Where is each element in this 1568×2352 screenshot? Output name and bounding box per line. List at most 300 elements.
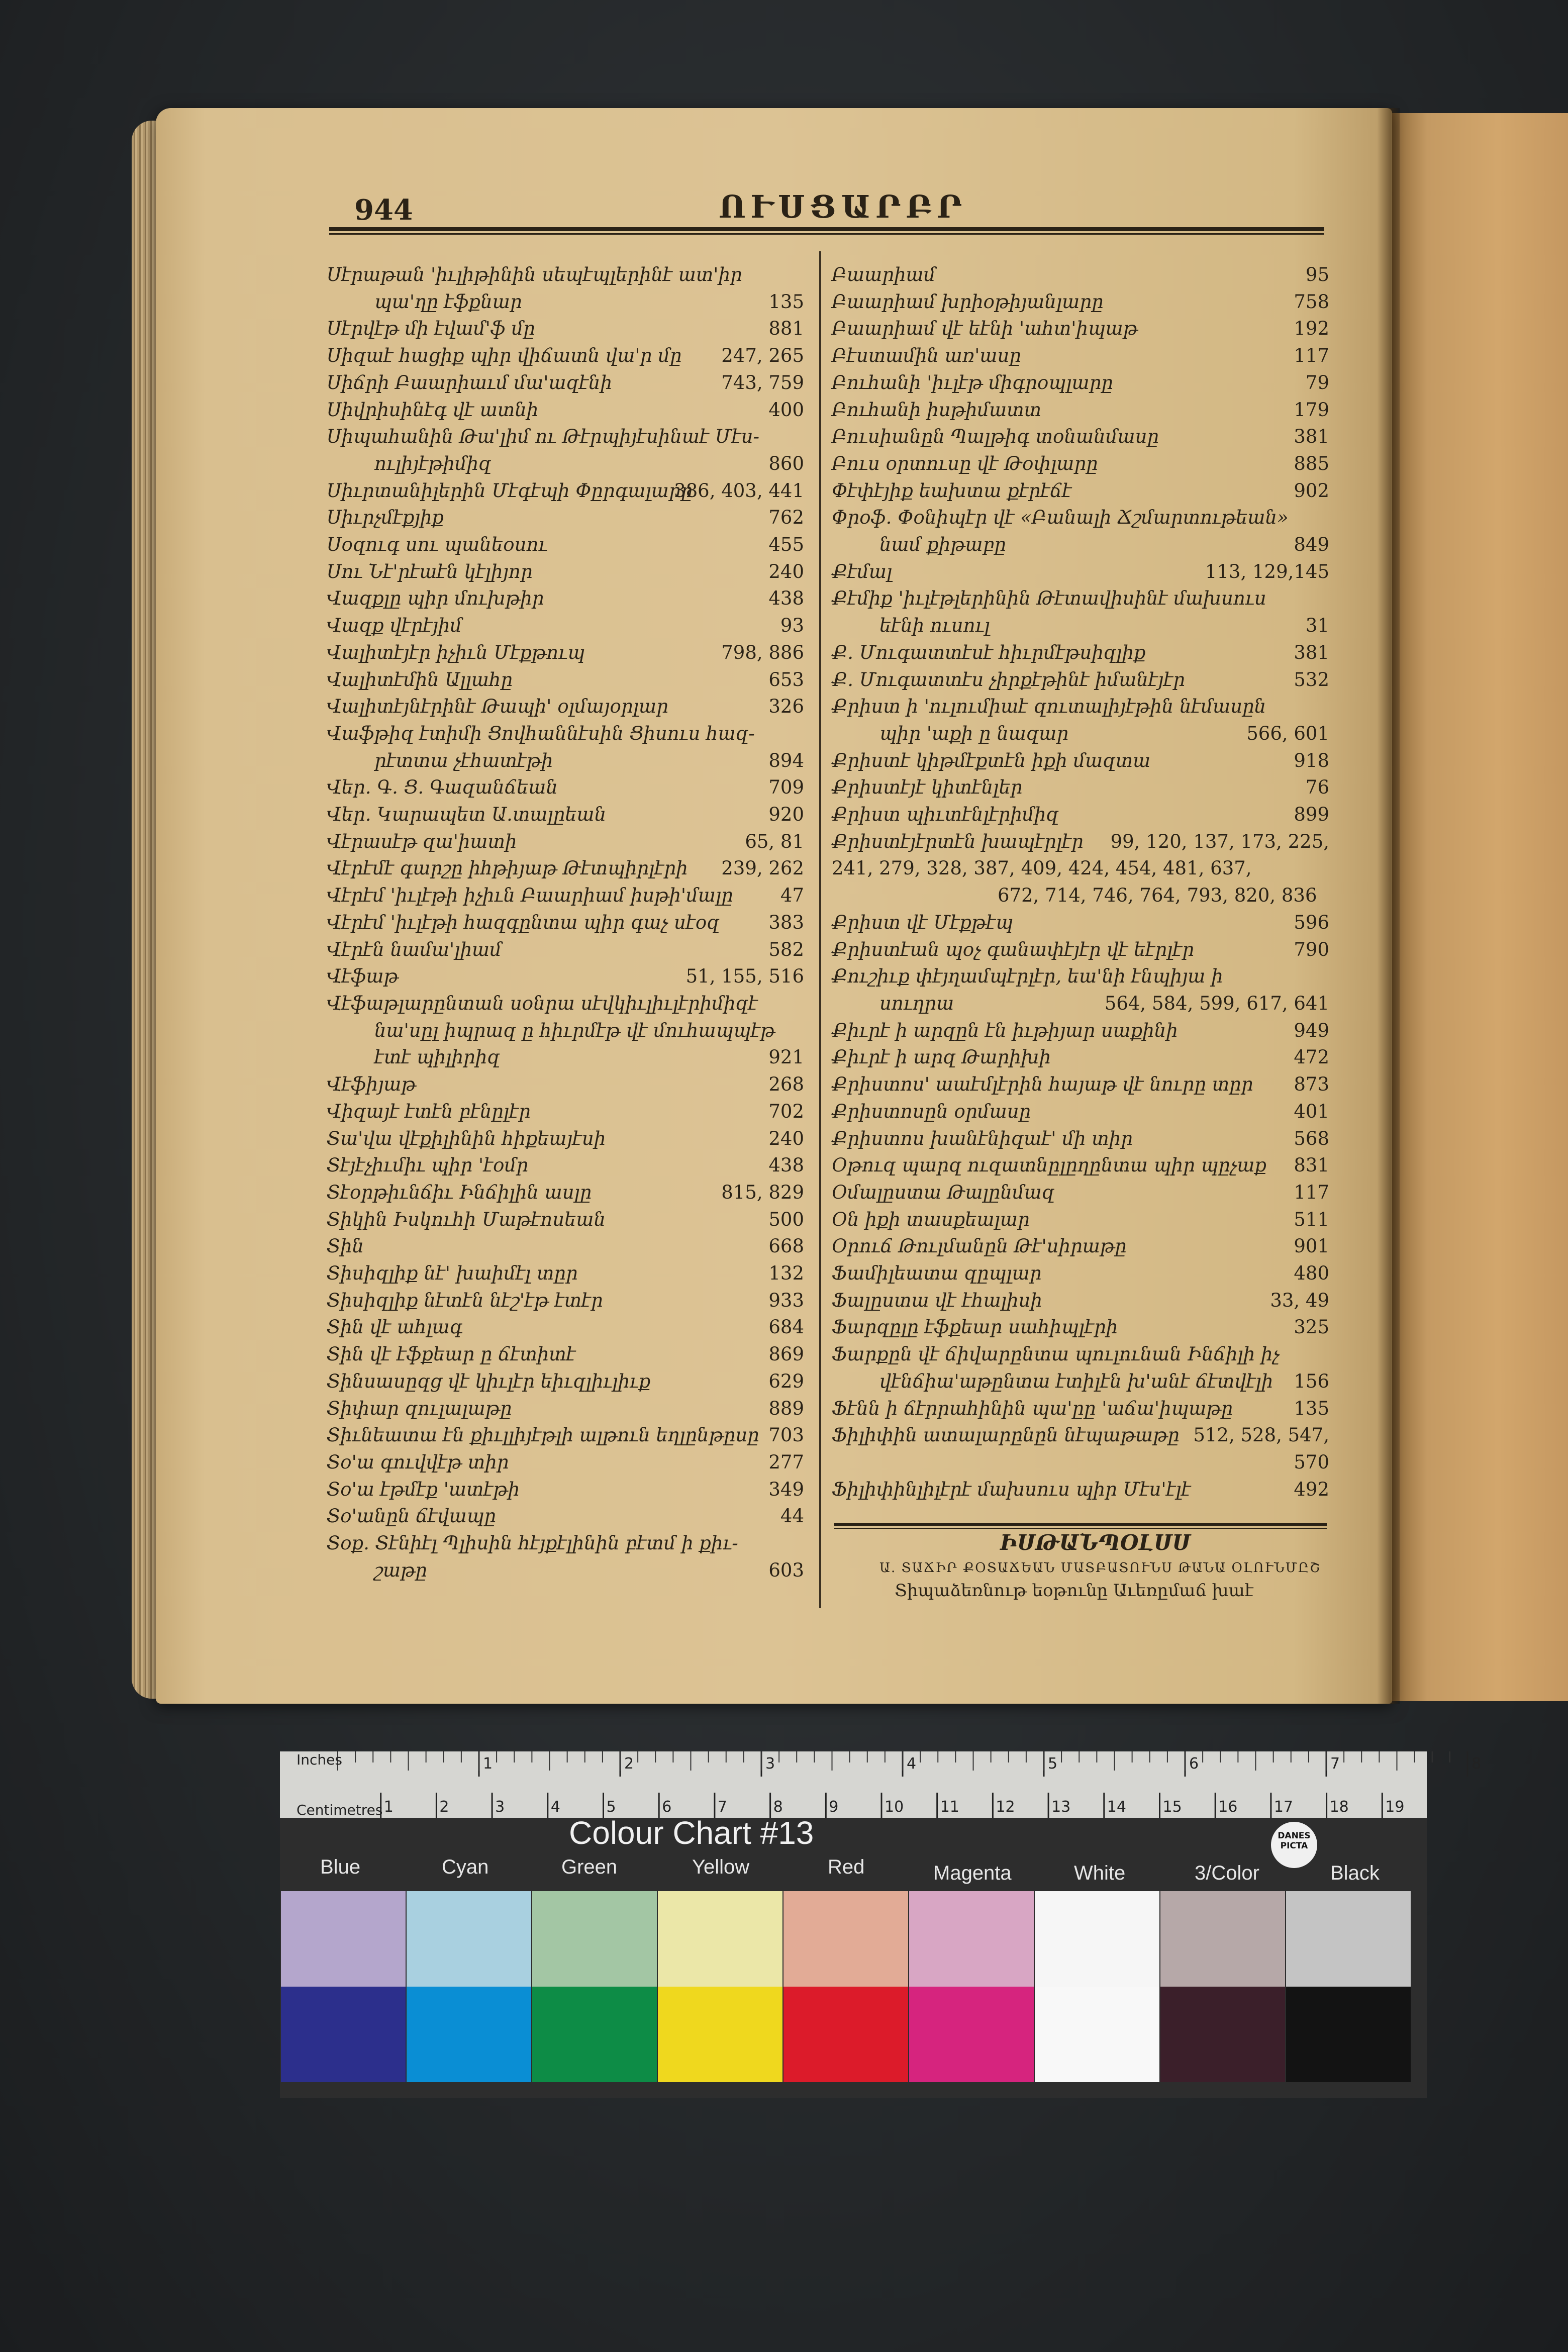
colour-swatch	[1160, 1987, 1285, 2082]
index-entry-page: 762	[768, 507, 804, 529]
index-entry-page: 325	[1294, 1316, 1329, 1338]
index-entry	[327, 1098, 804, 1125]
index-entry	[327, 1287, 804, 1314]
ruler-ticks	[280, 1751, 1482, 1818]
index-entry	[327, 666, 804, 694]
page-title: ՈՒՍՑԱՐԲՐ	[719, 188, 967, 225]
index-entry-title: Վէրէմէ գարշը իհթիյաթ Թէտպիրլէրի	[327, 857, 688, 879]
index-entry-page: 247, 265	[721, 345, 804, 367]
index-entry-title: Ֆէնն ի ճէրրահինին պա'ըը 'աճա'իպաթը	[832, 1397, 1233, 1419]
index-entry-page: 568	[1294, 1127, 1329, 1149]
index-entry-page: 113, 129,145	[1205, 560, 1329, 582]
index-entry	[327, 504, 804, 531]
index-column-right	[832, 261, 1329, 1503]
index-entry-page: 401	[1294, 1100, 1329, 1122]
ruler-inch-number: 5	[1048, 1755, 1058, 1773]
publisher-city: ԻՍԹԱՆՊՕԼՍՍ	[1000, 1530, 1191, 1555]
index-entry	[832, 1476, 1329, 1503]
index-entry	[832, 477, 1329, 505]
index-entry-page: 684	[768, 1316, 804, 1338]
index-entry-page: 492	[1294, 1478, 1329, 1500]
index-entry	[832, 990, 1329, 1017]
ruler-inch-number: 8	[1472, 1755, 1482, 1773]
index-entry-page: 949	[1294, 1019, 1329, 1041]
index-entry	[832, 882, 1329, 909]
index-entry	[832, 774, 1329, 801]
index-entry-title: Վէրէմ 'իւլէթի իչիւն Բաարիամ իսթի'մալը	[327, 885, 733, 907]
ruler-cm-number: 9	[829, 1798, 839, 1816]
index-entry-title: Քրիստէան պօչ գանափէյէր վէ եէրլէր	[832, 938, 1195, 960]
colour-swatch	[658, 1987, 782, 2082]
index-entry-title: Վէֆիյաթ	[327, 1073, 416, 1096]
index-entry-title: Փրօֆ. Փօնիպէր վէ «Բանալի Ճշմարտութեան»	[832, 507, 1289, 529]
index-entry	[832, 666, 1329, 694]
colour-swatch	[783, 1987, 908, 2082]
index-entry-title: Սիզաէ հացիք պիր վիճատն վա'ր մը	[327, 345, 682, 367]
index-entry-title: Վալիտէյէր իչիւն Մէքթուպ	[327, 641, 585, 663]
index-entry-title: պիր 'աքի ը նազար	[879, 722, 1069, 744]
index-entry	[832, 1233, 1329, 1260]
index-entry-page: 93	[780, 615, 804, 637]
publisher-printer-line: Ա. ՏԱՃԻՐ ՔՕՏԱՃԵԱՆ ՄԱՏԲԱՏՈՒՆՍ ԹԱՆԱ ՕԼՈՒՆՄԸՇ	[879, 1560, 1321, 1576]
index-entry-page: 192	[1294, 318, 1329, 340]
index-entry	[327, 315, 804, 342]
index-entry-title: Բուհանի իսթիմատտ	[832, 399, 1042, 421]
index-entry	[832, 1125, 1329, 1152]
index-entry	[832, 504, 1329, 531]
index-entry-page: 240	[768, 560, 804, 582]
facing-page-edge	[1392, 113, 1568, 1701]
ruler-cm-number: 6	[662, 1798, 672, 1816]
index-entry-title: Վալիտէյնէրինէ Թապի' օլմայօրլար	[327, 696, 668, 718]
index-entry-page: 349	[768, 1478, 804, 1500]
index-entry	[832, 288, 1329, 316]
colour-swatch	[1035, 1891, 1159, 1987]
index-entry-title: Տիսիզլիք նէտէն նէշ'էթ էտէր	[327, 1289, 603, 1311]
index-entry	[327, 855, 804, 882]
colour-label: Cyan	[442, 1856, 489, 1878]
colour-label: White	[1074, 1862, 1126, 1884]
index-entry-page: 400	[768, 399, 804, 421]
ruler-inch-number: 7	[1330, 1755, 1340, 1773]
colour-label: Yellow	[692, 1856, 750, 1878]
index-entry-title: Ֆարզըլը էֆքեար սահիպլէրի	[832, 1316, 1118, 1338]
ruler-inches-label: Inches	[297, 1751, 342, 1768]
index-entry-page: 709	[768, 776, 804, 799]
index-entry-page: 44	[780, 1505, 804, 1527]
index-entry-title: Քուշիւք փէյղամպէրլէր, եա'նի էնպիյա ի	[832, 965, 1223, 988]
index-entry	[832, 1179, 1329, 1206]
index-entry	[832, 1098, 1329, 1125]
colour-swatch	[532, 1891, 657, 1987]
ruler-cm-number: 18	[1329, 1798, 1349, 1816]
ruler	[280, 1751, 1482, 1818]
publisher-imprint-line: Տիպաձեռնութ եօթունը Աւեռըմաճ խաէ	[895, 1581, 1254, 1601]
index-entry	[832, 801, 1329, 828]
colour-chart-title: Colour Chart #13	[569, 1815, 814, 1851]
index-entry-page: 156	[1294, 1370, 1329, 1392]
index-entry-page: 566, 601	[1246, 722, 1329, 744]
index-entry-page: 239, 262	[721, 857, 804, 879]
ruler-cm-number: 1	[383, 1798, 394, 1816]
colour-chart	[280, 1751, 1482, 2098]
index-entry-title: Քրիստոս խանէնիզաէ' մի տիր	[832, 1127, 1133, 1149]
ruler-cm-number: 16	[1218, 1798, 1238, 1816]
index-entry	[832, 1449, 1329, 1476]
index-entry-page: 135	[1294, 1397, 1329, 1419]
page-number: 944	[354, 193, 413, 227]
index-entry-page: 99, 120, 137, 173, 225,	[1110, 830, 1329, 852]
index-entry-title: Տիւնեատա էն քիւլլիյէթլի ալթուն եղլընթըսը	[327, 1424, 759, 1446]
index-entry	[327, 1557, 804, 1584]
ruler-inch-number: 4	[907, 1755, 917, 1773]
index-entry	[832, 1368, 1329, 1395]
index-entry-title: Տօ'ա էթմէք 'ատէթի	[327, 1478, 520, 1500]
colour-label: Red	[828, 1856, 865, 1878]
index-entry	[327, 1233, 804, 1260]
index-entry-title: Տիսիզլիք նէ' խաիմէլ տըր	[327, 1262, 578, 1285]
index-entry-title: Օմալըստա Թալընմազ	[832, 1181, 1055, 1203]
index-entry	[327, 693, 804, 720]
index-entry-page: 480	[1294, 1262, 1329, 1285]
index-entry-title: եէնի ուսուլ	[879, 615, 990, 637]
index-entry-title: Սիւրչմէքյիք	[327, 507, 444, 529]
index-entry	[327, 1314, 804, 1341]
index-entry-page: 570	[1294, 1451, 1329, 1473]
index-entry-page: 500	[768, 1208, 804, 1230]
index-entry-page: 881	[768, 318, 804, 340]
index-entry-title: ուլիյէթիմիզ	[374, 452, 492, 474]
index-entry	[832, 423, 1329, 450]
index-entry-title: սուղրա	[879, 992, 954, 1014]
index-entry-title: Քրիստ վէ Մէքթէպ	[832, 911, 1013, 933]
index-entry-title: պա'ղը էֆքնար	[374, 290, 522, 313]
index-entry	[327, 1206, 804, 1233]
index-entry-title: Քրիստոսըն օրմասը	[832, 1100, 1031, 1122]
index-entry	[327, 423, 804, 450]
ruler-cm-number: 13	[1051, 1798, 1071, 1816]
index-entry-title: Տէյէչիւմիւ պիր 'էօմր	[327, 1154, 529, 1177]
index-entry-page: 889	[768, 1397, 804, 1419]
index-entry-page: 899	[1294, 804, 1329, 826]
index-entry-page: 902	[1294, 479, 1329, 502]
index-entry	[832, 261, 1329, 288]
index-entry	[327, 342, 804, 369]
index-entry-page: 885	[1294, 452, 1329, 474]
index-entry-page: 873	[1294, 1073, 1329, 1096]
ruler-cm-label: Centimetres	[297, 1802, 383, 1818]
index-entry-title: Ք. Մուգատտէս չիրքէթինէ իմանէյէր	[832, 668, 1185, 691]
index-entry-page: 381	[1294, 641, 1329, 663]
index-entry	[327, 747, 804, 774]
ruler-cm-number: 10	[885, 1798, 904, 1816]
index-entry	[327, 1044, 804, 1071]
index-entry-page: 132	[768, 1262, 804, 1285]
index-entry	[327, 1341, 804, 1368]
ruler-cm-number: 3	[495, 1798, 505, 1816]
index-entry-page: 860	[768, 452, 804, 474]
index-entry-page: 455	[768, 534, 804, 556]
index-entry-title: Բաարիամ վէ եէնի 'ահտ'իպաթ	[832, 318, 1138, 340]
index-entry-page: 135	[768, 290, 804, 313]
index-entry-title: շաթը	[374, 1559, 427, 1581]
index-entry	[327, 828, 804, 855]
index-entry-title: Ֆամիլեատա զըպլար	[832, 1262, 1042, 1285]
index-entry	[832, 369, 1329, 397]
index-entry	[327, 288, 804, 316]
index-entry-title: Վէրասէթ զա'իատի	[327, 830, 517, 852]
index-entry	[832, 828, 1329, 855]
index-entry	[327, 369, 804, 397]
index-entry-page: 668	[768, 1235, 804, 1257]
index-entry	[327, 1530, 804, 1557]
ruler-cm-number: 15	[1162, 1798, 1182, 1816]
index-entry-title: Օն իքի տասքեալար	[832, 1208, 1030, 1230]
index-entry-title: Օթուզ պարզ ուզատնըլըղընտա պիր պըչաք	[832, 1154, 1267, 1177]
index-entry-page: 511	[1294, 1208, 1329, 1230]
index-entry-page: 51, 155, 516	[685, 965, 804, 988]
ruler-cm-number: 11	[940, 1798, 959, 1816]
index-entry-page: 472	[1294, 1046, 1329, 1068]
index-entry-title: Քէմիք 'իւլէթլերինին Թէտավիսինէ մախսուս	[832, 587, 1266, 610]
header-rule	[329, 227, 1324, 235]
index-entry-page: 47	[780, 885, 804, 907]
ruler-inch-number: 6	[1189, 1755, 1199, 1773]
index-entry-title: Քրիստոս' աաէմլէրին հայաթ վէ նուրը տըր	[832, 1073, 1253, 1096]
index-entry-page: 758	[1294, 290, 1329, 313]
index-entry-title: էտէ պիլիրիզ	[374, 1046, 500, 1068]
index-entry-page: 933	[768, 1289, 804, 1311]
index-entry-page: 438	[768, 1154, 804, 1177]
index-entry-page: 532	[1294, 668, 1329, 691]
index-entry-title: Քիւրէ ի արզըն էն իւթիյար սաքինի	[832, 1019, 1178, 1041]
index-entry	[327, 585, 804, 612]
index-entry-title: Քրիստէ կիթմէքտէն իքի մազտա	[832, 749, 1151, 771]
index-entry-title: Տին վէ էֆքեար ը ճէտիտէ	[327, 1343, 576, 1365]
ruler-cm-number: 2	[439, 1798, 449, 1816]
index-entry-page: 703	[768, 1424, 804, 1446]
index-entry-page: 326	[768, 696, 804, 718]
index-entry-title: Սիվրիսինէգ վէ ատնի	[327, 399, 539, 421]
colour-label: Black	[1330, 1862, 1380, 1884]
ruler-cm-number: 14	[1107, 1798, 1126, 1816]
index-entry-title: Տօ'ա գուվվէթ տիր	[327, 1451, 509, 1473]
index-entry	[327, 612, 804, 639]
index-entry	[832, 531, 1329, 558]
index-entry	[327, 774, 804, 801]
index-entry-page: 117	[1294, 345, 1329, 367]
index-entry-title: Վեր. Գ. Ց. Գազանճեան	[327, 776, 558, 799]
index-entry-title: Բաարիամ	[832, 264, 936, 285]
index-entry-page: 76	[1305, 776, 1329, 799]
index-entry	[327, 882, 804, 909]
index-entry	[832, 693, 1329, 720]
index-entry-title: Վէրէմ 'իւլէթի հազգընտա պիր գաչ սէօզ	[327, 911, 720, 933]
index-entry	[832, 1152, 1329, 1179]
index-entry	[832, 1287, 1329, 1314]
colour-swatch	[532, 1987, 657, 2082]
colour-swatch	[783, 1891, 908, 1987]
index-entry	[327, 639, 804, 666]
index-entry-title: Քէմալ	[832, 560, 893, 582]
index-entry-page: 383	[768, 911, 804, 933]
index-entry	[327, 936, 804, 963]
index-entry-page: 596	[1294, 911, 1329, 933]
index-entry-title: Տին	[327, 1235, 364, 1257]
index-entry-title: Փէփէյիք եախտա քէրէճէ	[832, 479, 1072, 502]
index-entry	[832, 936, 1329, 963]
index-entry-title: Բուս օրտուսը վէ Թօփլարը	[832, 452, 1098, 474]
ruler-cm-number: 12	[996, 1798, 1015, 1816]
index-entry	[327, 450, 804, 477]
index-entry-page: 790	[1294, 938, 1329, 960]
index-entry-title: Տին վէ ահլագ	[327, 1316, 463, 1338]
index-entry-page: 438	[768, 587, 804, 610]
ruler-inch-number: 3	[765, 1755, 775, 1773]
index-entry-title: Սիւրտանիլերին Մէգէպի Փըրգալարը	[327, 479, 693, 502]
index-entry-title: Վէրէն նամա'լիամ	[327, 938, 502, 960]
index-entry	[832, 855, 1329, 882]
index-entry-title: Ֆիլիփին ատալարընըն նէպաթաթը	[832, 1424, 1180, 1446]
index-entry-page: 831	[1294, 1154, 1329, 1177]
ruler-cm-number: 19	[1385, 1798, 1405, 1816]
ruler-cm-number: 4	[550, 1798, 560, 1816]
colour-swatch	[658, 1891, 782, 1987]
index-entry	[832, 720, 1329, 747]
index-entry	[832, 1341, 1329, 1368]
index-entry	[327, 1125, 804, 1152]
index-entry-title: Ֆիլիփինլիլէրէ մախսուս պիր Մէս'էլէ	[832, 1478, 1191, 1500]
index-entry	[832, 1071, 1329, 1098]
index-entry-page: 849	[1294, 534, 1329, 556]
publisher-rule	[834, 1523, 1327, 1529]
index-entry-page: 564, 584, 599, 617, 641	[1104, 992, 1329, 1014]
index-entry-title: 672, 714, 746, 764, 793, 820, 836	[998, 885, 1317, 907]
index-entry	[327, 963, 804, 990]
index-entry-title: Վեր. Կարապետ Ա.տալըեան	[327, 804, 607, 826]
book-gutter	[1377, 108, 1400, 1704]
index-entry-title: Վալիտէմին Ալլահը	[327, 668, 513, 691]
index-entry	[327, 1395, 804, 1422]
index-entry-page: 582	[768, 938, 804, 960]
index-entry-title: Ք. Մուգատտէսէ հիւրմէթսիզլիք	[832, 641, 1146, 663]
index-entry-page: 629	[768, 1370, 804, 1392]
colour-labels	[280, 1856, 1427, 1884]
index-entry	[327, 1449, 804, 1476]
index-entry-page: 240	[768, 1127, 804, 1149]
index-entry-title: Քրիստ ի 'ուլումիաէ զուտալիյէթին նէմասըն	[832, 696, 1266, 718]
index-entry-page: 512, 528, 547,	[1193, 1424, 1329, 1446]
index-entry	[327, 1017, 804, 1044]
index-entry	[832, 450, 1329, 477]
colour-swatch	[407, 1987, 531, 2082]
index-entry-title: Վազքլը պիր մուխթիր	[327, 587, 544, 610]
index-entry	[327, 801, 804, 828]
colour-swatch	[281, 1987, 406, 2082]
index-entry-title: Քիւրէ ի արզ Թարիխի	[832, 1046, 1051, 1068]
colour-swatch	[909, 1987, 1034, 2082]
colour-label: Magenta	[933, 1862, 1012, 1884]
index-entry-page: 386, 403, 441	[674, 479, 804, 502]
index-entry-page: 743, 759	[721, 371, 804, 394]
index-entry	[327, 1476, 804, 1503]
index-entry	[327, 1260, 804, 1287]
ruler-inch-number: 1	[483, 1755, 493, 1773]
index-entry	[832, 1017, 1329, 1044]
index-entry-title: Վաֆթիզ էտիմի Ցովհաննէսին Ցիսուս հազ-	[327, 722, 755, 744]
index-entry	[327, 1071, 804, 1098]
index-entry	[327, 558, 804, 585]
index-entry	[327, 397, 804, 424]
index-column-left	[327, 261, 804, 1584]
index-entry-page: 798, 886	[721, 641, 804, 663]
index-entry	[327, 1503, 804, 1530]
index-entry	[832, 315, 1329, 342]
ruler-inch-number: 2	[624, 1755, 634, 1773]
index-entry-page: 268	[768, 1073, 804, 1096]
index-entry-page: 894	[768, 749, 804, 771]
index-entry-page: 815, 829	[721, 1181, 804, 1203]
index-entry-page: 31	[1305, 615, 1329, 637]
index-entry-page: 921	[768, 1046, 804, 1068]
index-entry-title: Քրիստէյէ կիտէնլեր	[832, 776, 1023, 799]
index-entry-title: 241, 279, 328, 387, 409, 424, 454, 481, 637,	[832, 857, 1252, 879]
index-entry	[327, 720, 804, 747]
index-entry-title: Տիփար զուլալաթը	[327, 1397, 512, 1419]
index-entry	[832, 747, 1329, 774]
index-entry-page: 179	[1294, 399, 1329, 421]
ruler-cm-number: 8	[773, 1798, 783, 1816]
index-entry	[832, 397, 1329, 424]
index-entry-title: նամ քիթաբը	[879, 534, 1006, 556]
index-entry-title: Տա'վա վէքիլինին հիքեայէսի	[327, 1127, 606, 1149]
index-entry-title: Քրիստէյէրտէն խապէրլէր	[832, 830, 1084, 852]
index-entry-page: 79	[1305, 371, 1329, 394]
index-entry	[832, 1260, 1329, 1287]
ruler-cm-number: 17	[1273, 1798, 1294, 1816]
index-entry-title: րէտտա չէհատէթի	[374, 749, 553, 771]
index-entry-title: Քրիստ պիւտէնլէրիմիզ	[832, 804, 1059, 826]
index-entry-title: Ֆալըստա վէ էհալիսի	[832, 1289, 1042, 1311]
ruler-cm-number: 7	[717, 1798, 727, 1816]
index-entry-title: Սու Նէ'րէաէն կէլիյոր	[327, 560, 533, 582]
index-entry-title: Վէֆաթլարընտան սօնրա սէվկիւլիւլէրիմիզէ	[327, 992, 758, 1014]
colour-label: Blue	[320, 1856, 361, 1878]
index-entry	[832, 558, 1329, 585]
index-entry	[832, 1206, 1329, 1233]
index-entry	[327, 1179, 804, 1206]
index-entry	[832, 909, 1329, 936]
colour-label: 3/Color	[1195, 1862, 1259, 1884]
index-entry	[832, 1395, 1329, 1422]
index-entry-page: 117	[1294, 1181, 1329, 1203]
index-entry-page: 603	[768, 1559, 804, 1581]
colour-label: Green	[561, 1856, 618, 1878]
index-entry-title: Վազք վէրէյիմ	[327, 615, 462, 637]
colour-swatch	[909, 1891, 1034, 1987]
index-entry-title: Բաարիամ խրիօթիյանլարը	[832, 290, 1104, 313]
index-entry-title: Օրուճ Թուլմանըն Թէ'սիրաթը	[832, 1235, 1127, 1257]
index-entry-page: 33, 49	[1270, 1289, 1329, 1311]
index-entry	[832, 342, 1329, 369]
index-entry	[327, 909, 804, 936]
index-entry	[832, 612, 1329, 639]
index-entry-title: վէնճիա'աթընտա էտիլէն խ'անէ ճէտվէլի	[879, 1370, 1273, 1392]
index-entry-page: 901	[1294, 1235, 1329, 1257]
index-entry	[832, 585, 1329, 612]
index-entry-title: Վէֆաթ	[327, 965, 399, 988]
index-entry	[832, 639, 1329, 666]
